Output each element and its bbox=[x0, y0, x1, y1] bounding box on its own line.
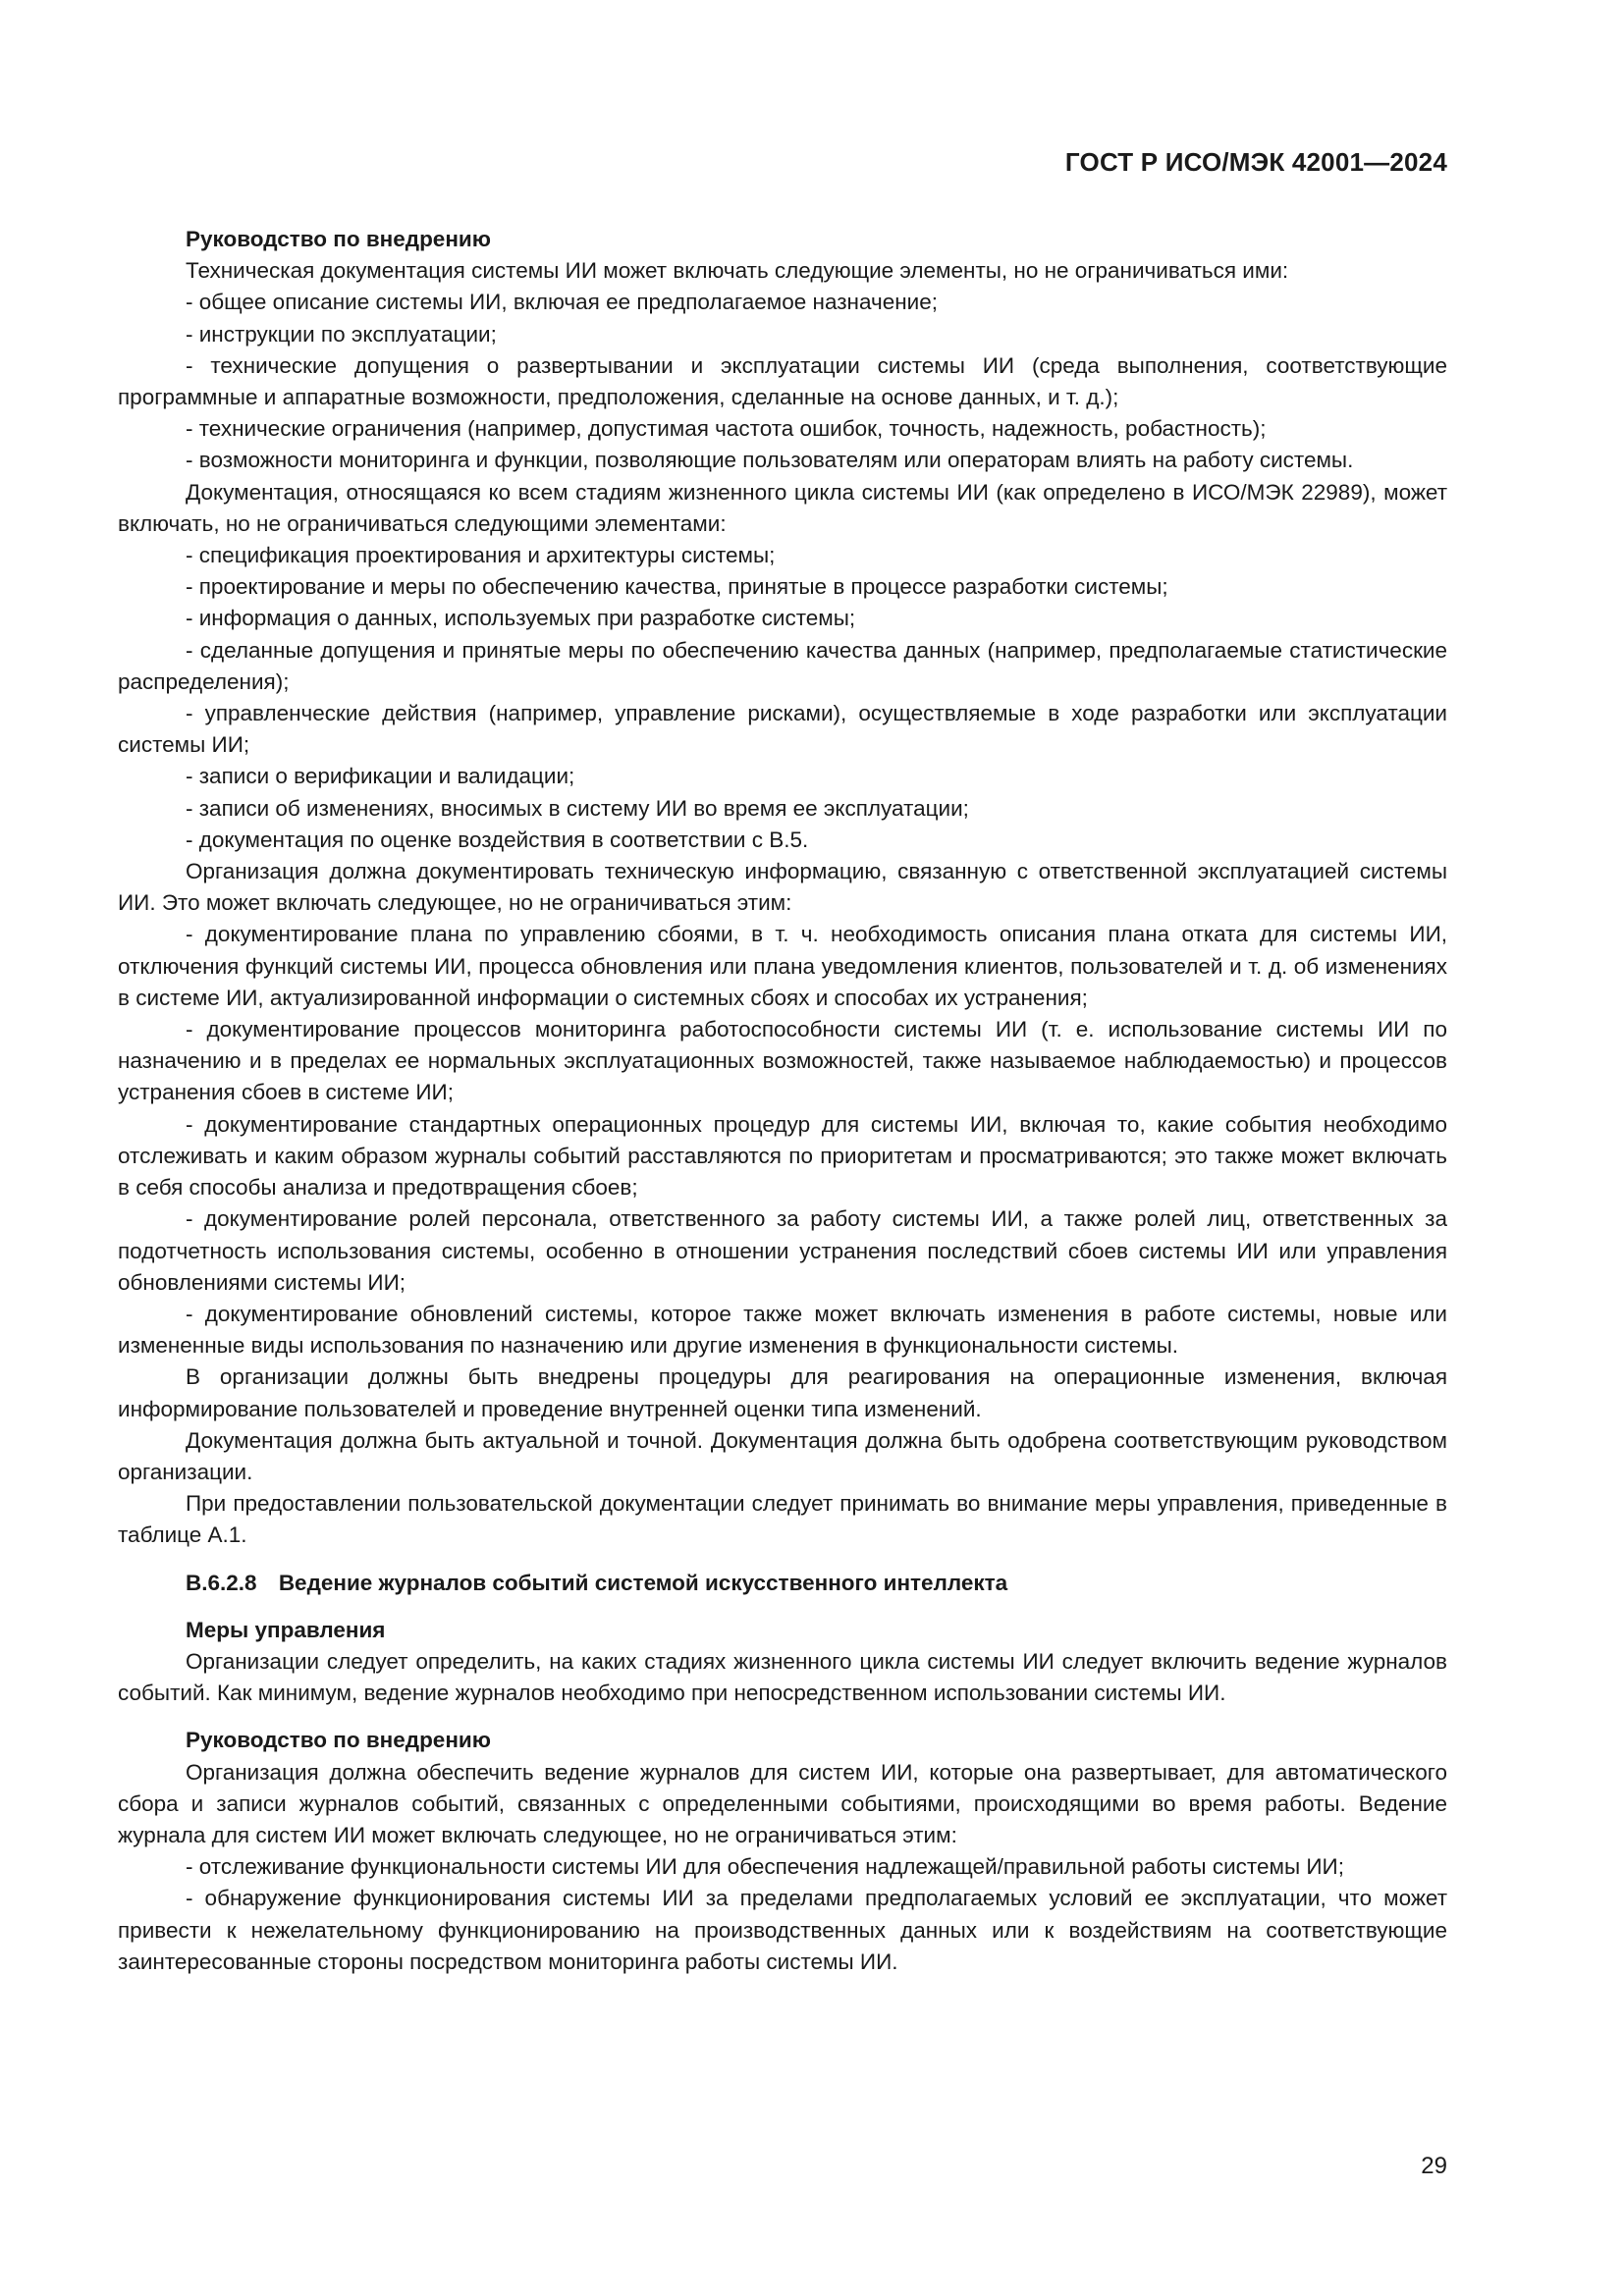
controls-heading: Меры управления bbox=[186, 1617, 386, 1642]
list-item: - технические ограничения (например, допустимая частота ошибок, точность, надежность, робастность); bbox=[186, 416, 1267, 442]
standard-code-header: ГОСТ Р ИСО/МЭК 42001—2024 bbox=[1064, 147, 1447, 177]
page-number: 29 bbox=[1421, 2153, 1447, 2179]
list-item: - обнаружение функционирования системы ИИ за пределами предполагаемых условий ее эксплуатации, что может привести к нежелательному функционированию на производственных данных или к воздействиям на соответствующие заинтересованные стороны посредством мониторинга работы системы ИИ. bbox=[118, 1886, 1447, 1974]
list-item: - проектирование и меры по обеспечению качества, принятые в процессе разработки системы; bbox=[186, 574, 1168, 600]
guidance-heading: Руководство по внедрению bbox=[186, 1728, 491, 1753]
list-item: - сделанные допущения и принятые меры по обеспечению качества данных (например, предполагаемые статистические распределения); bbox=[118, 637, 1447, 694]
list-item: - записи о верификации и валидации; bbox=[186, 764, 575, 789]
list-item: - спецификация проектирования и архитектуры системы; bbox=[186, 543, 776, 568]
list-item: - технические допущения о развертывании и эксплуатации системы ИИ (среда выполнения, соответствующие программные и аппаратные возможности, предположения, сделанные на основе данных, и т. д.); bbox=[118, 352, 1447, 410]
paragraph: При предоставлении пользовательской документации следует принимать во внимание меры управления, приведенные в таблице А.1. bbox=[118, 1491, 1447, 1548]
paragraph: В организации должны быть внедрены процедуры для реагирования на операционные изменения, включая информирование пользователей и проведение внутренней оценки типа изменений. bbox=[118, 1364, 1447, 1421]
paragraph: Организация должна обеспечить ведение журналов для систем ИИ, которые она развертывает, для автоматического сбора и записи журналов событий, связанных с определенными событиями, происходящими во время работы. Ведение журнала для систем ИИ может включать следующее, но не ограничиваться этим: bbox=[118, 1759, 1447, 1847]
list-item: - документация по оценке воздействия в соответствии с В.5. bbox=[186, 827, 809, 852]
paragraph-group-3 bbox=[118, 1757, 1447, 1978]
section-title: Ведение журналов событий системой искусственного интеллекта bbox=[278, 1570, 1008, 1595]
list-item: - документирование плана по управлению сбоями, в т. ч. необходимость описания плана отката для системы ИИ, отключения функций системы ИИ, процесса обновления или плана уведомления клиентов, пользователей и т. д. об изменениях в системе ИИ, актуализированной информации о системных сбоях и способах их устранения; bbox=[118, 922, 1447, 1010]
document-body bbox=[118, 224, 1447, 1978]
section-heading bbox=[118, 1568, 1447, 1599]
list-item: - записи об изменениях, вносимых в систему ИИ во время ее эксплуатации; bbox=[186, 795, 969, 821]
paragraph: Техническая документация системы ИИ может включать следующие элементы, но не ограничиваться ими: bbox=[186, 258, 1289, 284]
list-item: - отслеживание функциональности системы ИИ для обеспечения надлежащей/правильной работы системы ИИ; bbox=[186, 1854, 1344, 1880]
list-item: - возможности мониторинга и функции, позволяющие пользователям или операторам влиять на работу системы. bbox=[186, 448, 1354, 473]
paragraph-group-1 bbox=[118, 255, 1447, 1551]
list-item: - общее описание системы ИИ, включая ее предполагаемое назначение; bbox=[186, 290, 938, 315]
list-item: - документирование стандартных операционных процедур для системы ИИ, включая то, какие события необходимо отслеживать и каким образом журналы событий расставляются по приоритетам и просматриваются; это также может включать в себя способы анализа и предотвращения сбоев; bbox=[118, 1111, 1447, 1201]
list-item: - документирование обновлений системы, которое также может включать изменения в работе системы, новые или измененные виды использования по назначению или другие изменения в функциональности системы. bbox=[118, 1301, 1447, 1359]
paragraph: Организации следует определить, на каких стадиях жизненного цикла системы ИИ следует включить ведение журналов событий. Как минимум, ведение журналов необходимо при непосредственном использовании системы ИИ. bbox=[118, 1648, 1447, 1706]
paragraph: Документация, относящаяся ко всем стадиям жизненного цикла системы ИИ (как определено в ИСО/МЭК 22989), может включать, но не ограничиваться следующими элементами: bbox=[118, 479, 1447, 536]
section-number: В.6.2.8 bbox=[186, 1570, 257, 1595]
list-item: - инструкции по эксплуатации; bbox=[186, 321, 497, 347]
list-item: - документирование ролей персонала, ответственного за работу системы ИИ, а также ролей лиц, ответственных за подотчетность использования системы, особенно в отношении устранения последствий сбоев системы ИИ или управления обновлениями системы ИИ; bbox=[118, 1206, 1447, 1295]
list-item: - документирование процессов мониторинга работоспособности системы ИИ (т. е. использование системы ИИ по назначению и в пределах ее нормальных эксплуатационных возможностей, также называемое наблюдаемостью) и процессов устранения сбоев в системе ИИ; bbox=[118, 1017, 1447, 1105]
list-item: - информация о данных, используемых при разработке системы; bbox=[186, 606, 856, 631]
paragraph: Документация должна быть актуальной и точной. Документация должна быть одобрена соответствующим руководством организации. bbox=[118, 1427, 1447, 1484]
paragraph: Организация должна документировать техническую информацию, связанную с ответственной эксплуатацией системы ИИ. Это может включать следующее, но не ограничиваться этим: bbox=[118, 859, 1447, 916]
paragraph-group-2 bbox=[118, 1646, 1447, 1709]
guidance-heading: Руководство по внедрению bbox=[186, 227, 491, 251]
list-item: - управленческие действия (например, управление рисками), осуществляемые в ходе разработки или эксплуатации системы ИИ; bbox=[118, 701, 1447, 758]
